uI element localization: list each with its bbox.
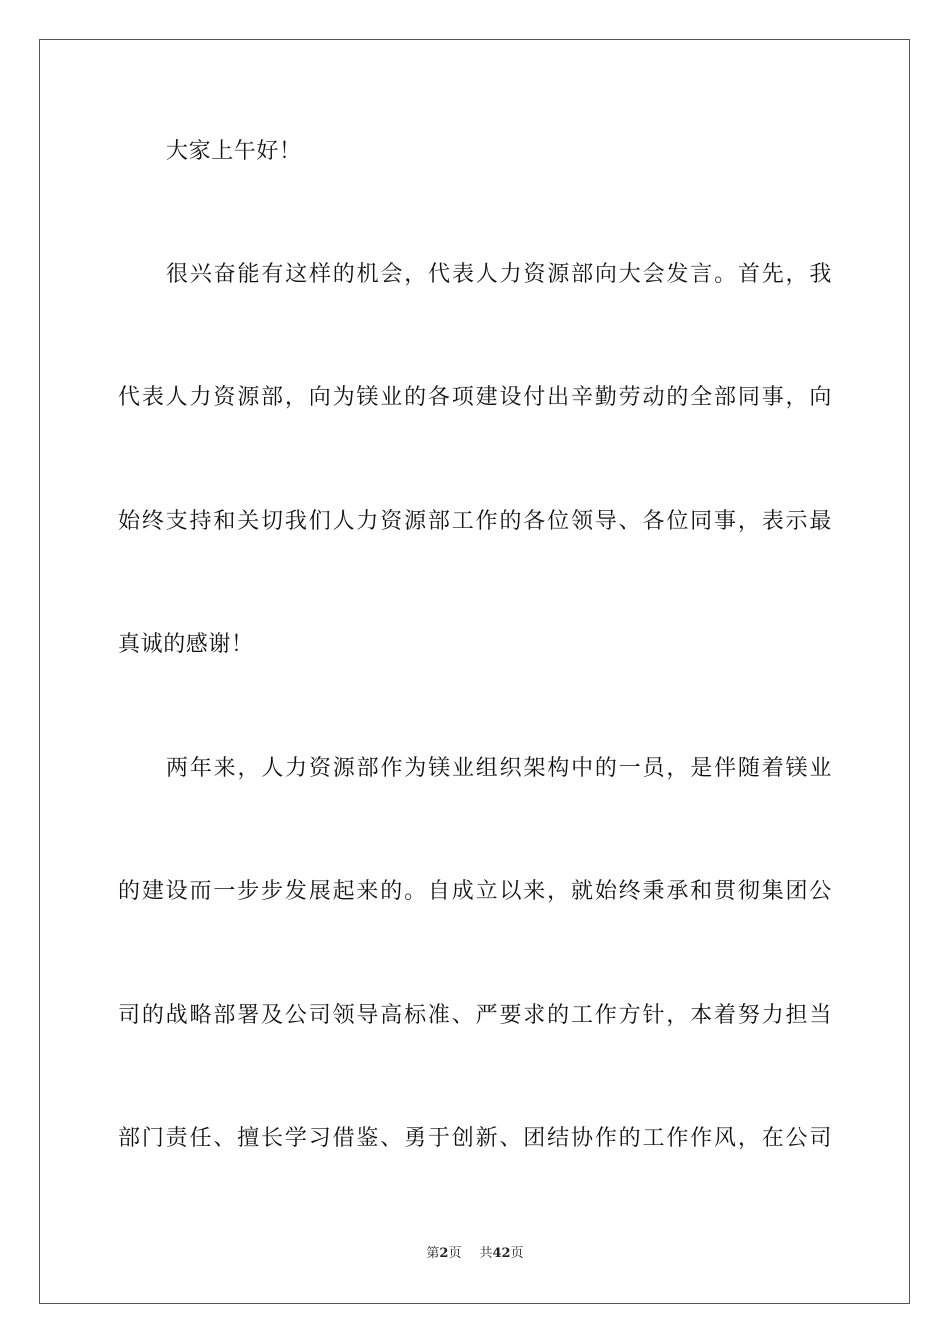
paragraph-1-line-2: 代表人力资源部，向为镁业的各项建设付出辛勤劳动的全部同事，向 [118, 385, 832, 410]
total-pages: 42 [492, 1246, 511, 1261]
paragraph-2-line-3: 司的战略部署及公司领导高标准、严要求的工作方针，本着努力担当 [118, 1003, 832, 1028]
paragraph-1-line-3: 始终支持和关切我们人力资源部工作的各位领导、各位同事，表示最 [118, 509, 832, 534]
greeting-line: 大家上午好！ [166, 139, 302, 164]
page-prefix: 第 [426, 1246, 440, 1261]
total-prefix: 共 [479, 1246, 493, 1261]
paragraph-1-line-1: 很兴奋能有这样的机会，代表人力资源部向大会发言。首先，我 [166, 262, 832, 287]
paragraph-2-line-2: 的建设而一步步发展起来的。自成立以来，就始终秉承和贯彻集团公 [118, 879, 832, 904]
paragraph-1-line-4: 真诚的感谢！ [118, 632, 254, 657]
total-suffix: 页 [510, 1246, 524, 1261]
page-number: 2 [439, 1246, 449, 1261]
page-frame [39, 39, 910, 1304]
paragraph-2-line-1: 两年来，人力资源部作为镁业组织架构中的一员，是伴随着镁业 [166, 756, 832, 781]
paragraph-2-line-4: 部门责任、擅长学习借鉴、勇于创新、团结协作的工作作风，在公司 [118, 1126, 832, 1151]
page-suffix: 页 [448, 1246, 462, 1261]
page-footer [0, 1245, 950, 1263]
